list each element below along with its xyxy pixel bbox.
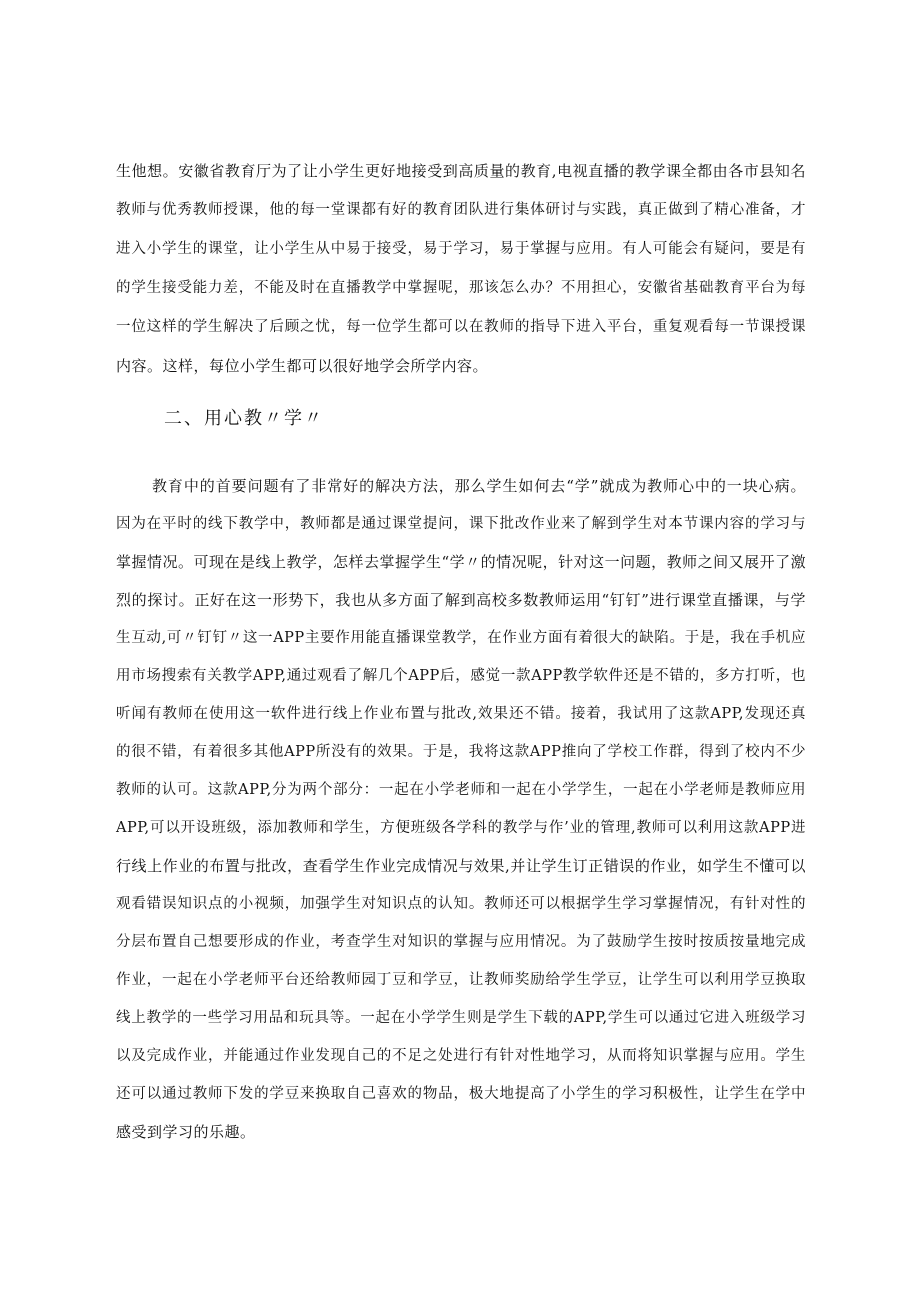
- paragraph-1-line: 一位这样的学生解决了后顾之忧，每一位学生都可以在教师的指导下进入平台，重复观看每一节课授课: [116, 319, 806, 335]
- paragraph-1-line: 内容。这样，每位小学生都可以很好地学会所学内容。: [116, 357, 489, 375]
- paragraph-2-line: 感受到学习的乐趣。: [116, 1123, 256, 1141]
- paragraph-2-line: 掌握情况。可现在是线上教学，怎样去掌握学生“学〃的情况呢，针对这一问题，教师之间又展开了激: [116, 553, 807, 571]
- paragraph-2-line: 因为在平时的线下教学中，教师都是通过课堂提问，课下批改作业来了解到学生对本节课内容的学习与: [116, 516, 806, 532]
- paragraph-1-line: 生他想。安徽省教育厅为了让小学生更好地接受到高质量的教育,电视直播的教学课全都由各市县知名: [116, 162, 806, 180]
- paragraph-2-line: 听闻有教师在使用这一软件进行线上作业布置与批改,效果还不错。接着，我试用了这款APP,发现还真: [116, 706, 806, 722]
- paragraph-2-line: 教育中的首要问题有了非常好的解决方法，那么学生如何去“学”就成为教师心中的一块心病。: [152, 477, 806, 495]
- paragraph-2-line: 分层布置自己想要形成的作业，考查学生对知识的掌握与应用情况。为了鼓励学生按时按质按量地完成: [116, 934, 806, 950]
- section-heading: 二、用心教〃学〃: [164, 408, 324, 429]
- paragraph-2-line: 用市场搜索有关教学APP,通过观看了解几个APP后，感觉一款APP教学软件还是不错的，多方打听，也: [116, 668, 806, 684]
- paragraph-2-line: 烈的探讨。正好在这一形势下，我也从多方面了解到高校多数教师运用“钉钉”进行课堂直播课，与学: [116, 591, 806, 609]
- paragraph-2-line: 行线上作业的布置与批改，查看学生作业完成情况与效果,并让学生订正错误的作业，如学生不懂可以: [116, 857, 806, 875]
- paragraph-1-line: 教师与优秀教师授课，他的每一堂课都有好的教育团队进行集体研讨与实践，真正做到了精心准备，才: [116, 202, 806, 218]
- paragraph-1-line: 的学生接受能力差，不能及时在直播教学中掌握呢，那该怎么办？不用担心，安徽省基础教育平台为每: [116, 280, 806, 296]
- paragraph-2-line: 还可以通过教师下发的学豆来换取自己喜欢的物品，极大地提高了小学生的学习积极性，让学生在学中: [116, 1086, 806, 1102]
- paragraph-2-line: 以及完成作业，并能通过作业发现自己的不足之处进行有针对性地学习，从而将知识掌握与应用。学生: [116, 1048, 806, 1064]
- paragraph-2-line: 生互动,可〃钉钉〃这一APP主要作用能直播课堂教学，在作业方面有着很大的缺陷。于是，我在手机应: [116, 630, 806, 646]
- paragraph-2-line: 作业，一起在小学老师平台还给教师园丁豆和学豆，让教师奖励给学生学豆，让学生可以利用学豆换取: [116, 972, 806, 988]
- paragraph-2-line: 的很不错，有着很多其他APP所没有的效果。于是，我将这款APP推向了学校工作群，得到了校内不少: [116, 744, 806, 760]
- paragraph-2-line: 观看错误知识点的小视频，加强学生对知识点的认知。教师还可以根据学生学习掌握情况，有针对性的: [116, 896, 806, 912]
- paragraph-2-line: APP,可以开设班级，添加教师和学生，方便班级各学科的教学与作’业的管理,教师可以利用这款APP进: [116, 820, 806, 836]
- paragraph-1-line: 进入小学生的课堂，让小学生从中易于接受，易于学习，易于掌握与应用。有人可能会有疑问，要是有: [116, 241, 806, 257]
- paragraph-2-line: 线上教学的一些学习用品和玩具等。一起在小学学生则是学生下载的APP,学生可以通过它进入班级学习: [116, 1010, 806, 1026]
- paragraph-2-line: 教师的认可。这款APP,分为两个部分：一起在小学老师和一起在小学学生，一起在小学老师是教师应用: [116, 782, 806, 798]
